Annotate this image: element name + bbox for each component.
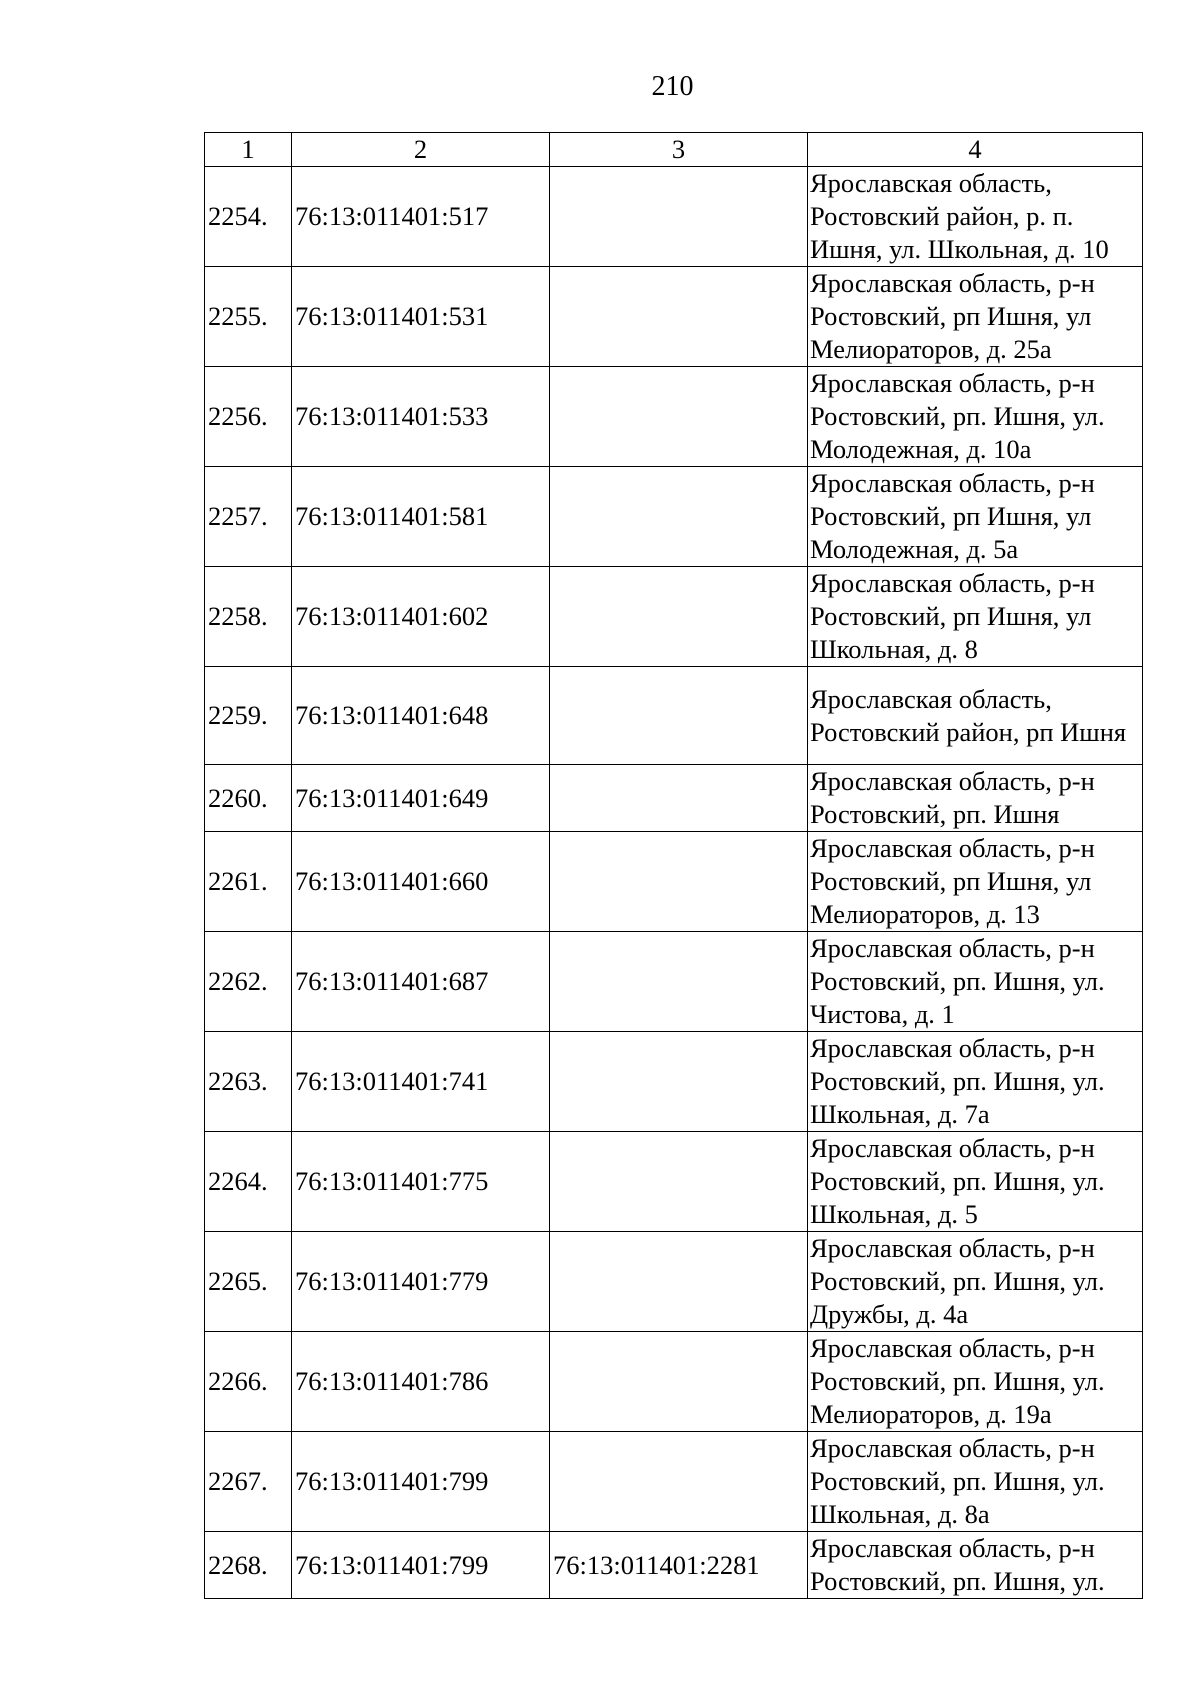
address: Ярославская область, р-н Ростовский, рп. Ишня, ул. Мелиораторов, д. 19а: [808, 1332, 1143, 1432]
header-col-3: 3: [550, 133, 808, 167]
cadastral-number: 76:13:011401:799: [292, 1532, 550, 1599]
table-row: [205, 932, 1143, 1032]
table-row: [205, 267, 1143, 367]
row-number: 2263.: [205, 1032, 292, 1132]
address: Ярославская область, р-н Ростовский, рп. Ишня, ул. Молодежная, д. 10а: [808, 367, 1143, 467]
cadastral-number: 76:13:011401:799: [292, 1432, 550, 1532]
address: Ярославская область, р-н Ростовский, рп. Ишня: [808, 765, 1143, 832]
related-cadastral-number: [550, 467, 808, 567]
cadastral-number: 76:13:011401:687: [292, 932, 550, 1032]
row-number: 2267.: [205, 1432, 292, 1532]
header-col-2: 2: [292, 133, 550, 167]
cadastral-number: 76:13:011401:517: [292, 167, 550, 267]
cadastral-number: 76:13:011401:602: [292, 567, 550, 667]
cadastral-number: 76:13:011401:660: [292, 832, 550, 932]
address: Ярославская область, р-н Ростовский, рп. Ишня, ул. Школьная, д. 7а: [808, 1032, 1143, 1132]
row-number: 2259.: [205, 667, 292, 765]
table-row: [205, 765, 1143, 832]
table-row: [205, 567, 1143, 667]
related-cadastral-number: [550, 1332, 808, 1432]
related-cadastral-number: [550, 367, 808, 467]
table-row: [205, 832, 1143, 932]
row-number: 2256.: [205, 367, 292, 467]
table-row: [205, 467, 1143, 567]
row-number: 2266.: [205, 1332, 292, 1432]
row-number: 2258.: [205, 567, 292, 667]
address: Ярославская область, р-н Ростовский, рп Ишня, ул Школьная, д. 8: [808, 567, 1143, 667]
header-col-4: 4: [808, 133, 1143, 167]
cadastral-number: 76:13:011401:786: [292, 1332, 550, 1432]
cadastral-number: 76:13:011401:531: [292, 267, 550, 367]
related-cadastral-number: [550, 1232, 808, 1332]
address: Ярославская область, р-н Ростовский, рп Ишня, ул Мелиораторов, д. 25а: [808, 267, 1143, 367]
address: Ярославская область, Ростовский район, р. п. Ишня, ул. Школьная, д. 10: [808, 167, 1143, 267]
cadastral-number: 76:13:011401:581: [292, 467, 550, 567]
related-cadastral-number: [550, 167, 808, 267]
related-cadastral-number: [550, 932, 808, 1032]
cadastral-number: 76:13:011401:741: [292, 1032, 550, 1132]
related-cadastral-number: [550, 1132, 808, 1232]
related-cadastral-number: [550, 267, 808, 367]
registry-table: [204, 132, 1143, 1599]
table-row: [205, 1332, 1143, 1432]
row-number: 2255.: [205, 267, 292, 367]
row-number: 2268.: [205, 1532, 292, 1599]
related-cadastral-number: [550, 1032, 808, 1132]
related-cadastral-number: [550, 1432, 808, 1532]
related-cadastral-number: [550, 567, 808, 667]
row-number: 2261.: [205, 832, 292, 932]
row-number: 2262.: [205, 932, 292, 1032]
table-row: [205, 667, 1143, 765]
cadastral-number: 76:13:011401:648: [292, 667, 550, 765]
related-cadastral-number: [550, 832, 808, 932]
row-number: 2254.: [205, 167, 292, 267]
table-row: [205, 1132, 1143, 1232]
address: Ярославская область, р-н Ростовский, рп. Ишня, ул. Школьная, д. 5: [808, 1132, 1143, 1232]
row-number: 2265.: [205, 1232, 292, 1332]
cadastral-number: 76:13:011401:533: [292, 367, 550, 467]
cadastral-number: 76:13:011401:775: [292, 1132, 550, 1232]
header-row: [205, 133, 1143, 167]
table-row: [205, 167, 1143, 267]
header-col-1: 1: [205, 133, 292, 167]
row-number: 2264.: [205, 1132, 292, 1232]
table-row: [205, 1032, 1143, 1132]
address: Ярославская область, р-н Ростовский, рп Ишня, ул Мелиораторов, д. 13: [808, 832, 1143, 932]
related-cadastral-number: [550, 765, 808, 832]
table-row: [205, 1232, 1143, 1332]
address: Ярославская область, р-н Ростовский, рп. Ишня, ул.: [808, 1532, 1143, 1599]
address: Ярославская область, р-н Ростовский, рп. Ишня, ул. Чистова, д. 1: [808, 932, 1143, 1032]
cadastral-number: 76:13:011401:649: [292, 765, 550, 832]
table-row: [205, 1432, 1143, 1532]
table-row: [205, 1532, 1143, 1599]
related-cadastral-number: [550, 667, 808, 765]
address: Ярославская область, р-н Ростовский, рп. Ишня, ул. Школьная, д. 8а: [808, 1432, 1143, 1532]
row-number: 2260.: [205, 765, 292, 832]
cadastral-number: 76:13:011401:779: [292, 1232, 550, 1332]
address: Ярославская область, Ростовский район, рп Ишня: [808, 667, 1143, 765]
address: Ярославская область, р-н Ростовский, рп. Ишня, ул. Дружбы, д. 4а: [808, 1232, 1143, 1332]
row-number: 2257.: [205, 467, 292, 567]
address: Ярославская область, р-н Ростовский, рп Ишня, ул Молодежная, д. 5а: [808, 467, 1143, 567]
page-number: 210: [651, 71, 694, 102]
table-row: [205, 367, 1143, 467]
related-cadastral-number: 76:13:011401:2281: [550, 1532, 808, 1599]
